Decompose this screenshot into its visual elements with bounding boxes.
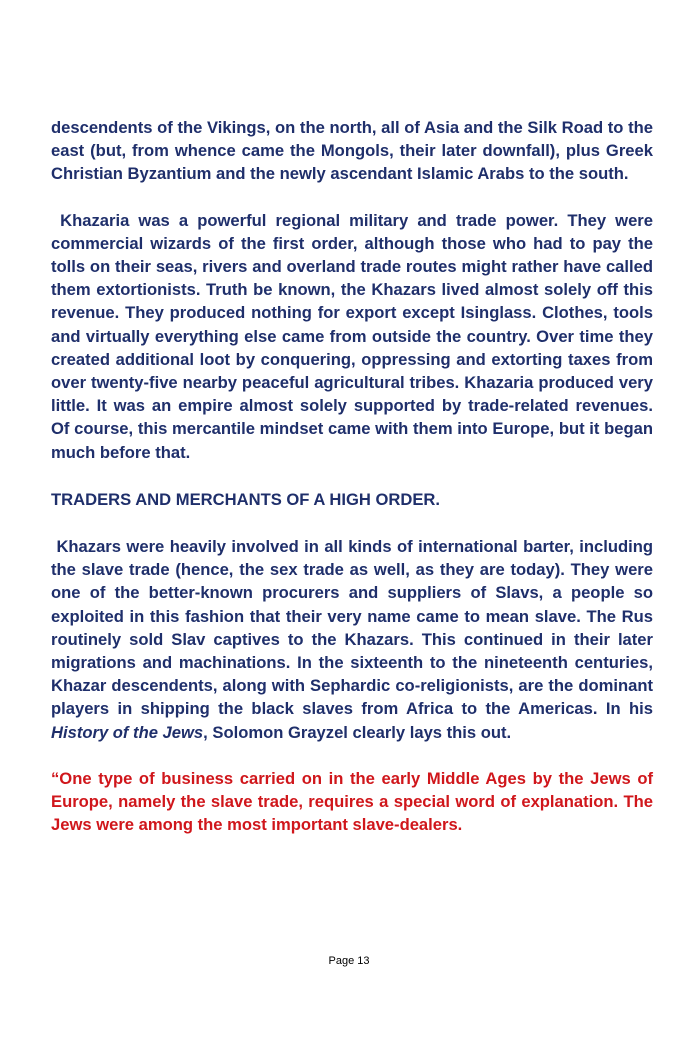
paragraph-khazaria-power <box>51 209 653 464</box>
paragraph-vikings: descendents of the Vikings, on the north, all of Asia and the Silk Road to the east (but, from whence came the Mongols, their later downfall), plus Greek Christian Byzantium and the newly ascendant Islamic Arabs to the south. <box>51 118 653 184</box>
page-number: Page 13 <box>328 955 370 967</box>
book-title: History of the Jews <box>51 722 204 742</box>
paragraph-khazaria-power-text: Khazaria was a powerful regional military and trade power. They were commercial wizards of the first order, although those who had to pay the tolls on their seas, rivers and overland trade routes might rather have called them extortionists. Truth be known, the Khazars lived almost solely off this revenue. They produced nothing for export except Isinglass. Clothes, tools and virtually everything else came from outside the country. Over time they created additional loot by conquering, oppressing and extorting taxes from over twenty-five nearby peaceful agricultural tribes. Khazaria produced very little. It was an empire almost solely supported by trade-related revenues. Of course, this mercantile mindset came with them into Europe, but it began much before that. <box>51 210 653 462</box>
page-content <box>51 116 653 836</box>
paragraph-slave-trade-text: Khazars were heavily involved in all kinds of international barter, including the slave trade (hence, the sex trade as well, as they are today). They were one of the better-known procurers and suppliers of Slavs, a people so exploited in this fashion that their very name came to mean slave. The Rus routinely sold Slav captives to the Khazars. This continued in their later migrations and machinations. In the sixteenth to the nineteenth centuries, Khazar descendents, along with Sephardic co-religionists, are the dominant players in shipping the black slaves from Africa to the Americas. In his <box>51 537 653 719</box>
quote-paragraph: “One type of business carried on in the early Middle Ages by the Jews of Europe, namely the slave trade, requires a special word of explanation. The Jews were among the most important slave-dealers. <box>51 768 653 835</box>
paragraph-slave-trade-end: , Solomon Grayzel clearly lays this out. <box>203 722 512 742</box>
section-heading: TRADERS AND MERCHANTS OF A HIGH ORDER. <box>51 489 441 509</box>
paragraph-slave-trade <box>51 535 653 744</box>
